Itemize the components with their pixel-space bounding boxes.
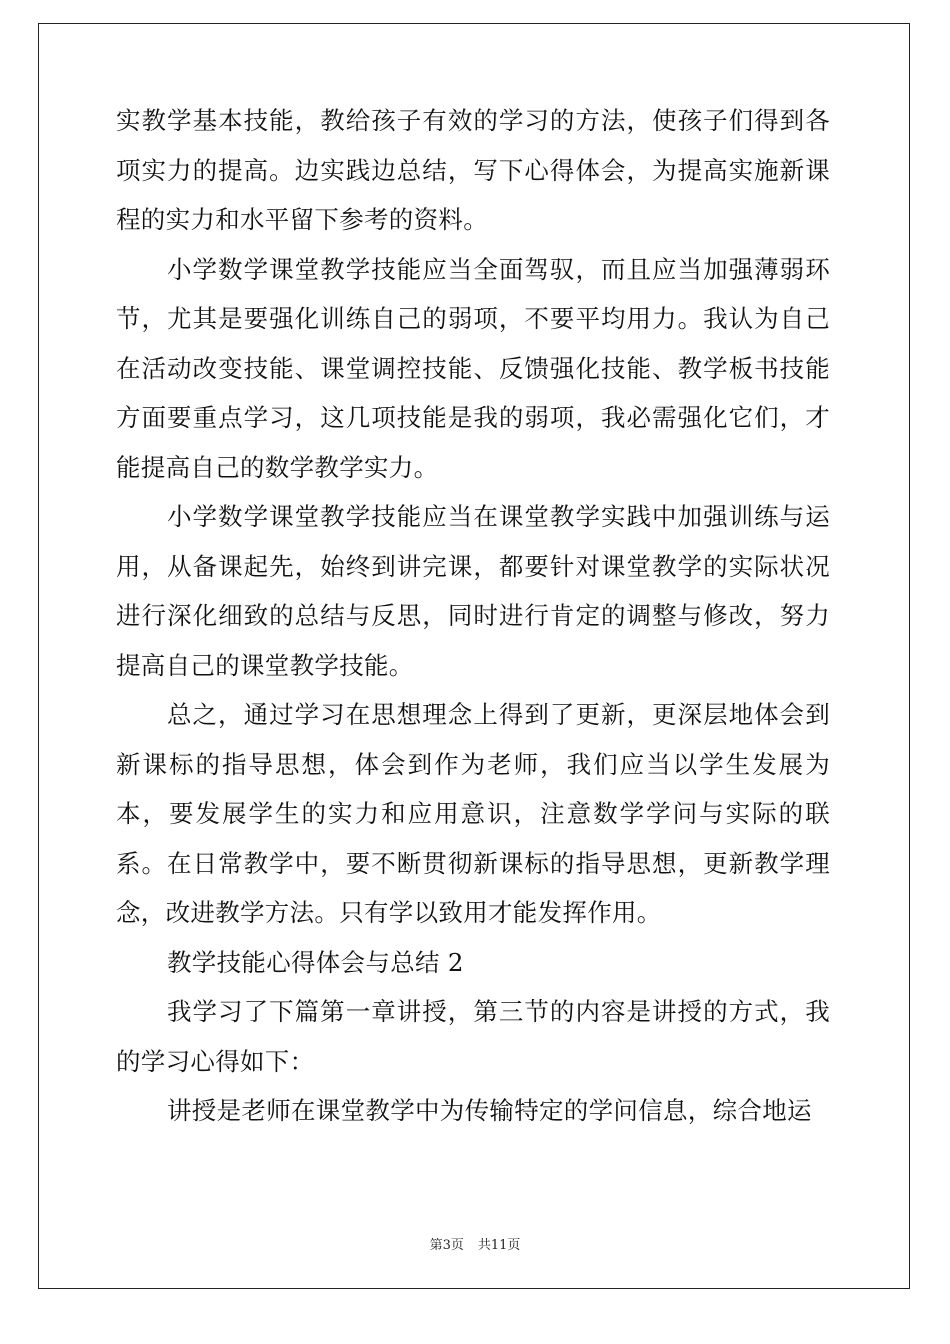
page-footer [0,1234,950,1253]
paragraph-3: 小学数学课堂教学技能应当在课堂教学实践中加强训练与运用，从备课起先，始终到讲完课，都要针对课堂教学的实际状况进行深化细致的总结与反思，同时进行肯定的调整与修改，努力提高自己的课堂教学技能。 [116,502,830,680]
document-body [116,96,830,1136]
page-number: 第3页 [429,1238,464,1253]
paragraph-1: 实教学基本技能，教给孩子有效的学习的方法，使孩子们得到各项实力的提高。边实践边总结，写下心得体会，为提高实施新课程的实力和水平留下参考的资料。 [116,106,830,234]
paragraph-5: 我学习了下篇第一章讲授，第三节的内容是讲授的方式，我的学习心得如下： [116,997,830,1076]
paragraph-2: 小学数学课堂教学技能应当全面驾驭，而且应当加强薄弱环节，尤其是要强化训练自己的弱项，不要平均用力。我认为自己在活动改变技能、课堂调控技能、反馈强化技能、教学板书技能方面要重点学习，这几项技能是我的弱项，我必需强化它们，才能提高自己的数学教学实力。 [116,254,830,482]
page-total: 共11页 [477,1238,521,1253]
paragraph-4: 总之，通过学习在思想理念上得到了更新，更深层地体会到新课标的指导思想，体会到作为老师，我们应当以学生发展为本，要发展学生的实力和应用意识，注意数学学问与实际的联系。在日常教学中，要不断贯彻新课标的指导思想，更新教学理念，改进教学方法。只有学以致用才能发挥作用。 [116,700,830,927]
paragraph-6: 讲授是老师在课堂教学中为传输特定的学问信息，综合地运 [167,1096,812,1125]
section-heading: 教学技能心得体会与总结 2 [167,947,464,977]
